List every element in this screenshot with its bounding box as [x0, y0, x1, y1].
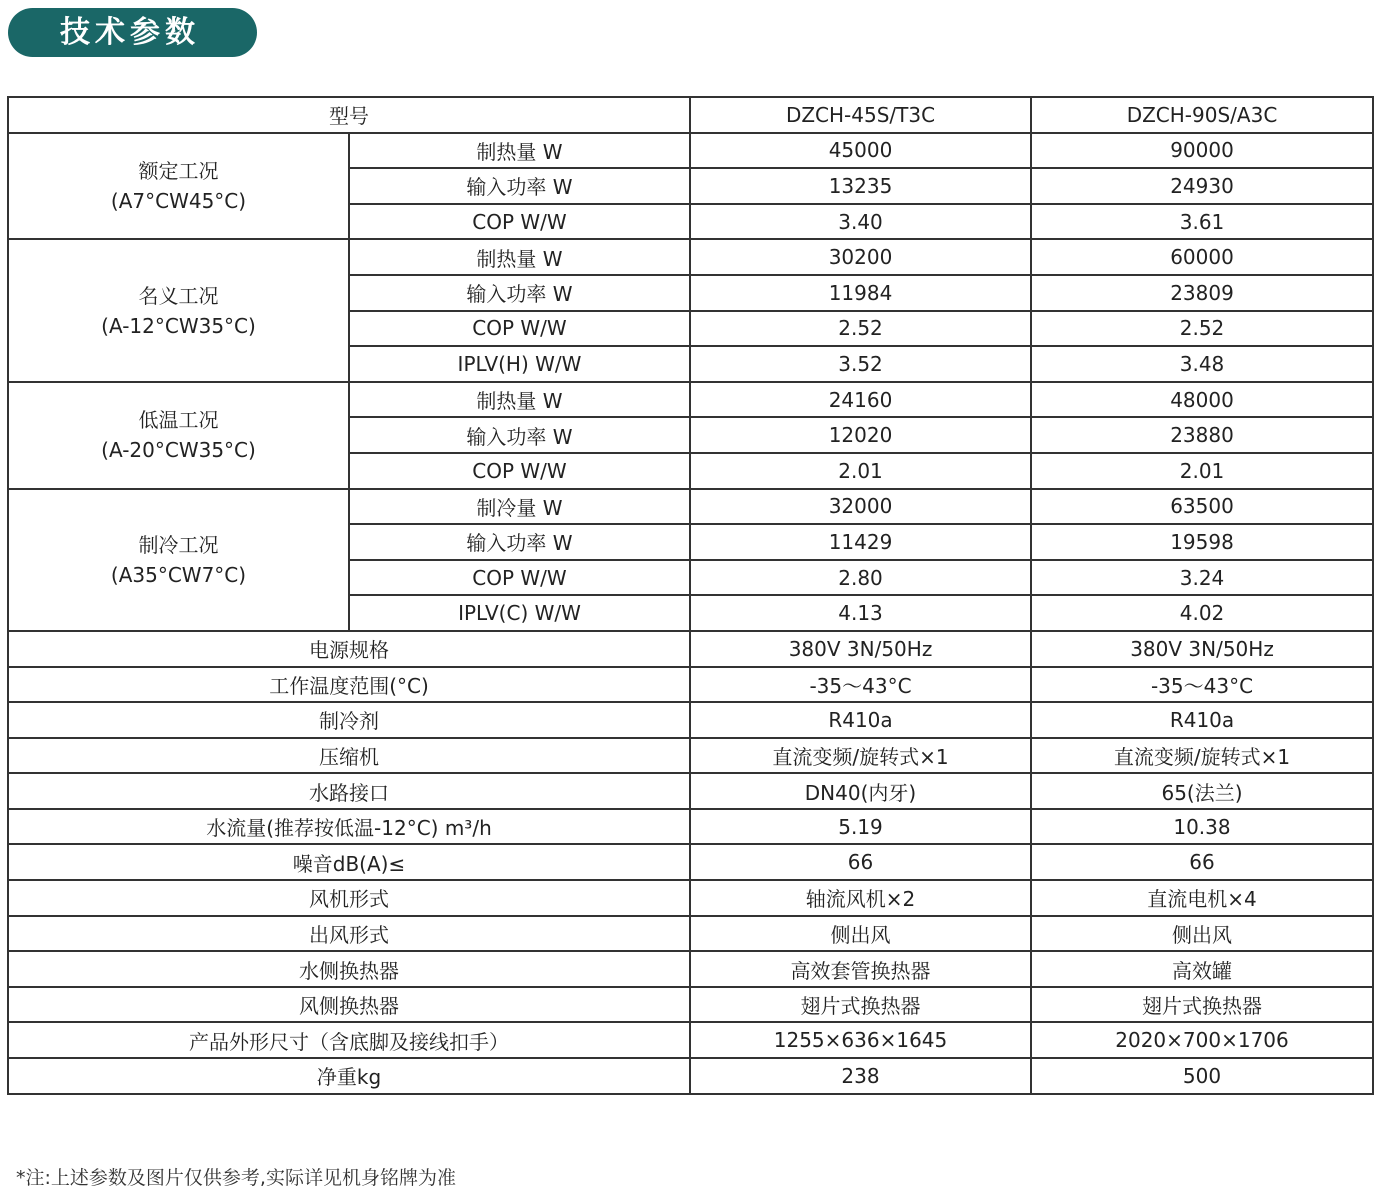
table-row [8, 631, 1373, 667]
model1-value-cell: 24160 [690, 382, 1031, 418]
section-title-badge [8, 8, 257, 57]
model1-value-cell: 66 [690, 844, 1031, 880]
table-row [8, 133, 1373, 169]
model1-value-cell: 2.52 [690, 311, 1031, 347]
condition-spec: (A7°CW45°C) [110, 188, 247, 213]
condition-spec: (A-20°CW35°C) [101, 438, 256, 463]
model2-value-cell: 直流变频/旋转式×1 [1031, 738, 1373, 774]
model2-value-cell: 65(法兰) [1031, 773, 1373, 809]
model1-value-cell: 1255×636×1645 [690, 1022, 1031, 1058]
model2-value-cell: 60000 [1031, 239, 1373, 275]
model2-value-cell: 2020×700×1706 [1031, 1022, 1373, 1058]
model1-value-cell: 3.52 [690, 346, 1031, 382]
spec-label-cell: 工作温度范围(°C) [8, 667, 690, 703]
spec-table-body [8, 97, 1373, 1094]
table-header-row [8, 97, 1373, 133]
param-label-cell: 输入功率 W [349, 168, 690, 204]
spec-label-cell: 风机形式 [8, 880, 690, 916]
model2-value-cell: 10.38 [1031, 809, 1373, 845]
spec-label-cell: 水路接口 [8, 773, 690, 809]
model1-value-cell: 4.13 [690, 595, 1031, 631]
spec-label-cell: 水侧换热器 [8, 951, 690, 987]
table-row [8, 1058, 1373, 1094]
table-row [8, 880, 1373, 916]
condition-name: 额定工况 [138, 158, 219, 183]
condition-group-cell [8, 489, 349, 631]
spec-label-cell: 风侧换热器 [8, 987, 690, 1023]
model1-value-cell: 2.01 [690, 453, 1031, 489]
table-row [8, 809, 1373, 845]
param-label-cell: 输入功率 W [349, 524, 690, 560]
model2-value-cell: 23809 [1031, 275, 1373, 311]
condition-name: 低温工况 [138, 408, 219, 433]
spec-label-cell: 电源规格 [8, 631, 690, 667]
model1-value-cell: -35～43°C [690, 667, 1031, 703]
param-label-cell: IPLV(C) W/W [349, 595, 690, 631]
model1-value-cell: 11984 [690, 275, 1031, 311]
spec-label-cell: 水流量(推荐按低温-12°C) m³/h [8, 809, 690, 845]
spec-label-cell: 产品外形尺寸（含底脚及接线扣手） [8, 1022, 690, 1058]
model2-value-cell: 3.61 [1031, 204, 1373, 240]
model1-value-cell: 380V 3N/50Hz [690, 631, 1031, 667]
param-label-cell: COP W/W [349, 560, 690, 596]
model1-value-cell: 45000 [690, 133, 1031, 169]
table-row [8, 738, 1373, 774]
model2-value-cell: 3.48 [1031, 346, 1373, 382]
condition-group-cell [8, 239, 349, 381]
model1-value-cell: 11429 [690, 524, 1031, 560]
model2-value-cell: -35～43°C [1031, 667, 1373, 703]
table-row [8, 1022, 1373, 1058]
table-row [8, 951, 1373, 987]
table-row [8, 667, 1373, 703]
model2-value-cell: 3.24 [1031, 560, 1373, 596]
param-label-cell: COP W/W [349, 453, 690, 489]
condition-group-cell [8, 382, 349, 489]
model1-header-cell: DZCH-45S/T3C [690, 97, 1031, 133]
model2-value-cell: 4.02 [1031, 595, 1373, 631]
model2-value-cell: 侧出风 [1031, 916, 1373, 952]
model1-value-cell: 13235 [690, 168, 1031, 204]
model1-value-cell: 32000 [690, 489, 1031, 525]
model2-value-cell: 19598 [1031, 524, 1373, 560]
param-label-cell: 制热量 W [349, 133, 690, 169]
model2-value-cell: 48000 [1031, 382, 1373, 418]
table-row [8, 382, 1373, 418]
model2-value-cell: 24930 [1031, 168, 1373, 204]
param-label-cell: 制冷量 W [349, 489, 690, 525]
condition-spec: (A35°CW7°C) [110, 562, 247, 587]
param-label-cell: IPLV(H) W/W [349, 346, 690, 382]
model1-value-cell: DN40(内牙) [690, 773, 1031, 809]
param-label-cell: COP W/W [349, 311, 690, 347]
spec-table [7, 96, 1374, 1095]
model1-value-cell: R410a [690, 702, 1031, 738]
model1-value-cell: 侧出风 [690, 916, 1031, 952]
condition-name: 制冷工况 [138, 532, 219, 557]
footnote: *注:上述参数及图片仅供参考,实际详见机身铭牌为准 [16, 1167, 456, 1189]
model2-value-cell: 高效罐 [1031, 951, 1373, 987]
table-row [8, 916, 1373, 952]
model2-value-cell: R410a [1031, 702, 1373, 738]
model2-value-cell: 90000 [1031, 133, 1373, 169]
model2-header-cell: DZCH-90S/A3C [1031, 97, 1373, 133]
model-label-cell: 型号 [8, 97, 690, 133]
param-label-cell: 制热量 W [349, 382, 690, 418]
model1-value-cell: 238 [690, 1058, 1031, 1094]
param-label-cell: 输入功率 W [349, 275, 690, 311]
model1-value-cell: 3.40 [690, 204, 1031, 240]
table-row [8, 489, 1373, 525]
model1-value-cell: 轴流风机×2 [690, 880, 1031, 916]
model1-value-cell: 高效套管换热器 [690, 951, 1031, 987]
condition-group-cell [8, 133, 349, 240]
model1-value-cell: 2.80 [690, 560, 1031, 596]
model2-value-cell: 直流电机×4 [1031, 880, 1373, 916]
param-label-cell: COP W/W [349, 204, 690, 240]
model2-value-cell: 2.01 [1031, 453, 1373, 489]
table-row [8, 773, 1373, 809]
spec-label-cell: 压缩机 [8, 738, 690, 774]
condition-spec: (A-12°CW35°C) [101, 313, 256, 338]
spec-label-cell: 净重kg [8, 1058, 690, 1094]
model2-value-cell: 2.52 [1031, 311, 1373, 347]
model2-value-cell: 翅片式换热器 [1031, 987, 1373, 1023]
model1-value-cell: 30200 [690, 239, 1031, 275]
spec-label-cell: 制冷剂 [8, 702, 690, 738]
param-label-cell: 输入功率 W [349, 417, 690, 453]
table-row [8, 844, 1373, 880]
model2-value-cell: 23880 [1031, 417, 1373, 453]
model2-value-cell: 63500 [1031, 489, 1373, 525]
model1-value-cell: 5.19 [690, 809, 1031, 845]
model1-value-cell: 直流变频/旋转式×1 [690, 738, 1031, 774]
model2-value-cell: 380V 3N/50Hz [1031, 631, 1373, 667]
param-label-cell: 制热量 W [349, 239, 690, 275]
spec-label-cell: 出风形式 [8, 916, 690, 952]
model1-value-cell: 翅片式换热器 [690, 987, 1031, 1023]
table-row [8, 702, 1373, 738]
condition-name: 名义工况 [138, 283, 219, 308]
section-title: 技术参数 [60, 15, 200, 50]
table-row [8, 239, 1373, 275]
spec-label-cell: 噪音dB(A)≤ [8, 844, 690, 880]
model2-value-cell: 500 [1031, 1058, 1373, 1094]
table-row [8, 987, 1373, 1023]
model2-value-cell: 66 [1031, 844, 1373, 880]
model1-value-cell: 12020 [690, 417, 1031, 453]
